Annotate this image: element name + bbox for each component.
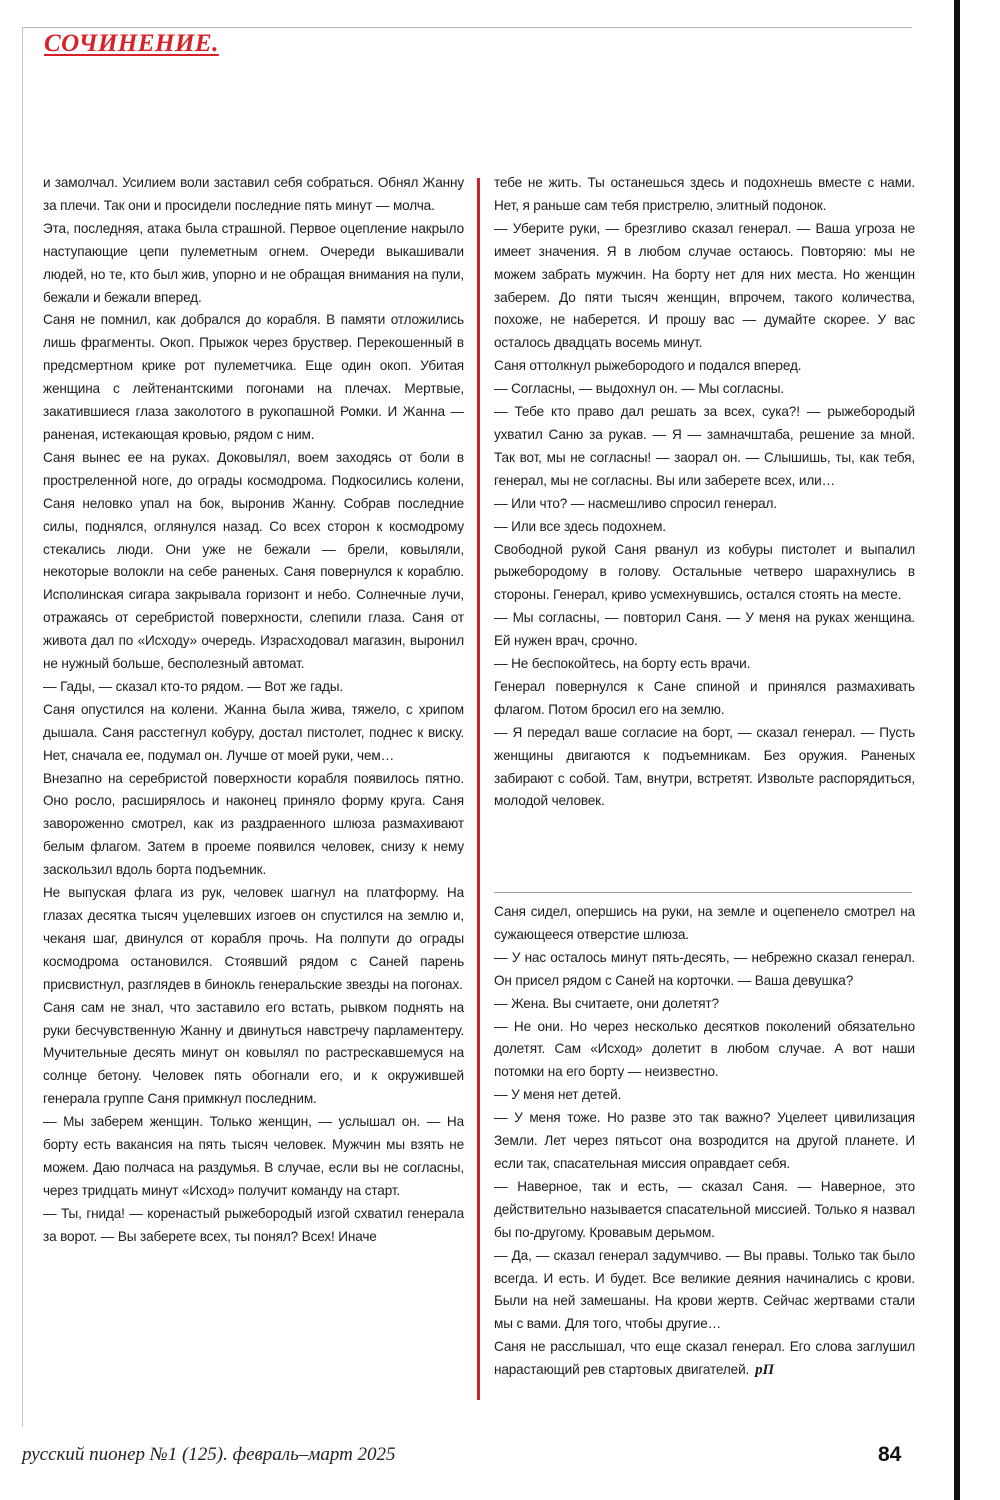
paragraph: — У меня тоже. Но разве это так важно? Уцелеет цивилизация Земли. Лет через пятьсот она возродится на другой планете. И если так, спасательная миссия оправдает себя. — [494, 1110, 915, 1171]
paragraph: — Ты, гнида! — коренастый рыжебородый изгой схватил генерала за ворот. — Вы заберете всех, ты понял? Всех! Иначе — [43, 1205, 464, 1244]
page-frame-top-rule — [22, 27, 912, 28]
paragraph: Саня вынес ее на руках. Доковылял, воем заходясь от боли в простреленной ноге, до ограды космодрома. Подкосились колени, Саня неловко упал на бок, выронив Жанну. Собрав последние силы, поднялся, оглянулся назад. Со всех сторон к космодрому стекались люди. Они уже не бежали — брели, ковыляли, некоторые волокли на себе раненых. Саня повернулся к кораблю. Исполинская сигара закрывала горизонт и небо. Солнечные лучи, отражаясь от серебристой поверхности, слепили глаза. Саня от живота дал по «Исходу» очередь. Израсходовал магазин, выронил не нужный больше, бесполезный автомат. — [43, 449, 464, 672]
paragraph: — Жена. Вы считаете, они долетят? — [494, 995, 719, 1011]
page-edge-bar — [954, 0, 960, 1500]
paragraph: — Я передал ваше согласие на борт, — сказал генерал. — Пусть женщины двигаются к подъемникам. Без оружия. Раненых забирают с собой. Там, внутри, встретят. Извольте распорядиться, молодой человек. — [494, 724, 915, 809]
paragraph: Саня сам не знал, что заставило его встать, рывком поднять на руки бесчувственную Жанну и двинуться навстречу парламентеру. Мучительные десять минут он ковылял по растрескавшемуся на солнце бетону. Человек пять обогнали его, и к окружившей генерала группе Саня примкнул последним. — [43, 999, 464, 1107]
paragraph: — У меня нет детей. — [494, 1087, 622, 1103]
page-frame-left-rule — [22, 27, 23, 1427]
paragraph-text: Саня не расслышал, что еще сказал генерал. Его слова заглушил нарастающий рев стартовых двигателей. — [494, 1339, 915, 1378]
paragraph: — Гады, — сказал кто-то рядом. — Вот же гады. — [43, 678, 344, 694]
paragraph: Саня не помнил, как добрался до корабля. В памяти отложились лишь фрагменты. Окоп. Прыжок через бруствер. Перекошенный в предсмертном крике рот пулеметчика. Еще один окоп. Убитая женщина с лейтенантскими погонами на плечах. Мертвые, закатившиеся глаза заколотого в рукопашной Ромки. И Жанна — раненая, истекающая кровью, рядом с ним. — [43, 312, 464, 442]
paragraph: и замолчал. Усилием воли заставил себя собраться. Обнял Жанну за плечи. Так они и просидели последние пять минут — молча. — [43, 175, 464, 213]
paragraph: — Уберите руки, — брезгливо сказал генерал. — Ваша угроза не имеет значения. Я в любом случае остаюсь. Повторяю: мы не можем забрать мужчин. На борту нет для них места. Но женщин заберем. До пяти тысяч женщин, впрочем, такого количества, похоже, не наберется. И прошу вас — думайте скорее. У вас осталось двадцать восемь минут. — [494, 220, 915, 351]
paragraph: — Мы заберем женщин. Только женщин, — услышал он. — На борту есть вакансия на пять тысяч человек. Мужчин мы взять не можем. Даю полчаса на раздумья. В случае, если вы не согласны, через тридцать минут «Исход» получит команду на старт. — [43, 1114, 464, 1198]
right-text-column — [494, 172, 915, 813]
paragraph: Не выпуская флага из рук, человек шагнул на платформу. На глазах десятка тысяч уцелевших изгоев он спустился на землю и, чеканя шаг, двинулся от корабля прочь. На полпути до ограды космодрома остановился. Стоявший рядом с Саней парень присвистнул, разглядев в бинокль генеральские звезды на погонах. — [43, 885, 464, 992]
paragraph: — Тебе кто право дал решать за всех, сука?! — рыжебородый ухватил Саню за рукав. — Я — замначштаба, решение за мной. Так вот, мы не согласны! — заорал он. — Слышишь, ты, как тебя, генерал, мы не согласны. Вы или заберете всех, или… — [494, 404, 915, 488]
left-text-column — [43, 172, 464, 1249]
page-number: 84 — [878, 1443, 902, 1466]
right-text-column-continued — [494, 901, 915, 1382]
paragraph: — Не беспокойтесь, на борту есть врачи. — [494, 656, 751, 672]
section-title: СОЧИНЕНИЕ. — [44, 30, 219, 57]
end-of-article-mark: рП — [755, 1362, 775, 1379]
paragraph: — Наверное, так и есть, — сказал Саня. — Наверное, это действительно называется спасательной миссией. Только я назвал бы по-другому. Кровавым дерьмом. — [494, 1178, 915, 1240]
paragraph: — Не они. Но через несколько десятков поколений обязательно долетят. Сам «Исход» долетит в любом случае. А вот наши потомки на его борту — неизвестно. — [494, 1018, 915, 1080]
magazine-issue-footer: русский пионер №1 (125). февраль–март 2025 — [22, 1444, 396, 1465]
paragraph: Внезапно на серебристой поверхности корабля появилось пятно. Оно росло, расширялось и наконец приняло форму круга. Саня завороженно смотрел, как из раздраенного шлюза размахивают белым флагом. Затем в проеме появился человек, снизу к нему заскользил вдоль борта подъемник. — [43, 770, 464, 878]
paragraph: — Мы согласны, — повторил Саня. — У меня на руках женщина. Ей нужен врач, срочно. — [494, 610, 915, 649]
section-break-rule — [494, 892, 912, 893]
paragraph: — Или что? — насмешливо спросил генерал. — [494, 495, 777, 511]
paragraph: Генерал повернулся к Сане спиной и принялся размахивать флагом. Потом бросил его на землю. — [494, 678, 915, 717]
paragraph: тебе не жить. Ты останешься здесь и подохнешь вместе с нами. Нет, я раньше сам тебя пристрелю, элитный подонок. — [494, 175, 915, 213]
paragraph: Саня сидел, опершись на руки, на земле и оцепенело смотрел на сужающееся отверстие шлюза. — [494, 904, 915, 942]
paragraph: Эта, последняя, атака была страшной. Первое оцепление накрыло наступающие цепи пулеметным огнем. Очереди выкашивали людей, но те, кто был жив, упорно и не обращая внимания на пули, бежали и бежали вперед. — [43, 220, 464, 305]
column-divider-red-rule — [477, 178, 480, 1400]
paragraph: Саня оттолкнул рыжебородого и подался вперед. — [494, 358, 802, 374]
paragraph: Саня опустился на колени. Жанна была жива, тяжело, с хрипом дышала. Саня расстегнул кобуру, достал пистолет, поднес к виску. Нет, сначала ее, подумал он. Лучше от моей руки, чем… — [43, 701, 464, 763]
paragraph: — Да, — сказал генерал задумчиво. — Вы правы. Только так было всегда. И есть. И будет. Все великие деяния начинались с крови. Были на ней замешаны. На крови жертв. Сейчас жертвами стали мы с вами. Для того, чтобы другие… — [494, 1247, 915, 1332]
final-paragraph — [494, 1336, 915, 1382]
paragraph: — Согласны, — выдохнул он. — Мы согласны. — [494, 381, 784, 397]
paragraph: — У нас осталось минут пять-десять, — небрежно сказал генерал. Он присел рядом с Саней на корточки. — Ваша девушка? — [494, 949, 915, 988]
paragraph: Свободной рукой Саня рванул из кобуры пистолет и выпалил рыжебородому в голову. Остальные четверо шарахнулись в стороны. Генерал, криво усмехнувшись, остался стоять на месте. — [494, 541, 915, 603]
paragraph: — Или все здесь подохнем. — [494, 518, 666, 534]
